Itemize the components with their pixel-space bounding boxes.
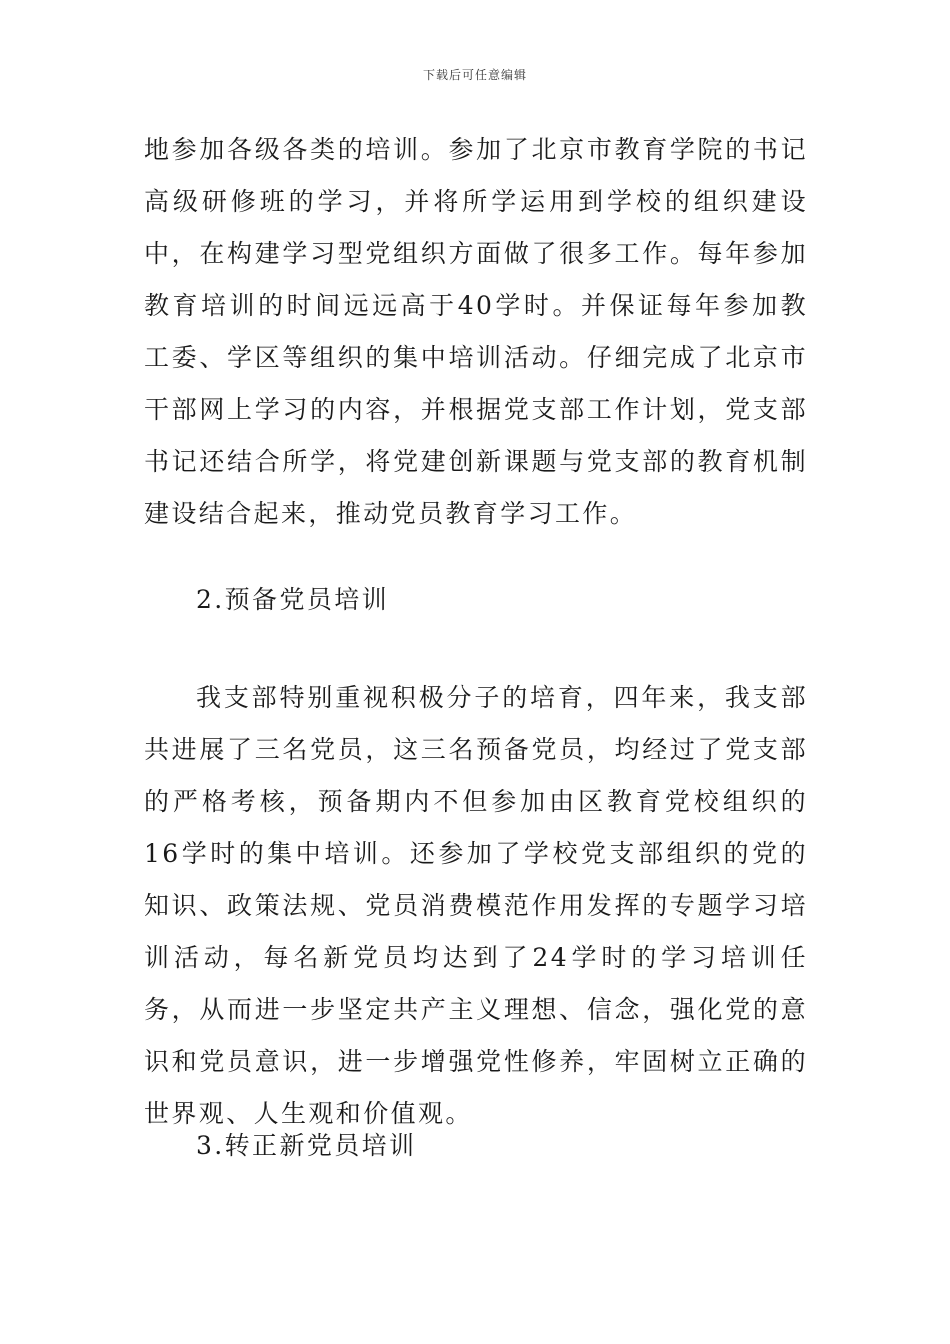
section-heading-new-member-training: 3.转正新党员培训 xyxy=(196,1131,417,1160)
body-paragraph-probationary-training: 我支部特别重视积极分子的培育，四年来，我支部共进展了三名党员，这三名预备党员，均经过了党支部的严格考核，预备期内不但参加由区教育党校组织的16学时的集中培训。还参加了学校党支部组织的党的知识、政策法规、党员消费模范作用发挥的专题学习培训活动，每名新党员均达到了24学时的学习培训任务，从而进一步坚定共产主义理想、信念，强化党的意识和党员意识，进一步增强党性修养，牢固树立正确的世界观、人生观和价值观。 xyxy=(144,683,808,1128)
section-heading-probationary-training: 2.预备党员培训 xyxy=(196,585,390,614)
page-header-note: 下载后可任意编辑 xyxy=(422,68,527,82)
body-paragraph-continuation: 地参加各级各类的培训。参加了北京市教育学院的书记高级研修班的学习，并将所学运用到学校的组织建设中，在构建学习型党组织方面做了很多工作。每年参加教育培训的时间远远高于40学时。并保证每年参加教工委、学区等组织的集中培训活动。仔细完成了北京市干部网上学习的内容，并根据党支部工作计划，党支部书记还结合所学，将党建创新课题与党支部的教育机制建设结合起来，推动党员教育学习工作。 xyxy=(144,135,808,528)
